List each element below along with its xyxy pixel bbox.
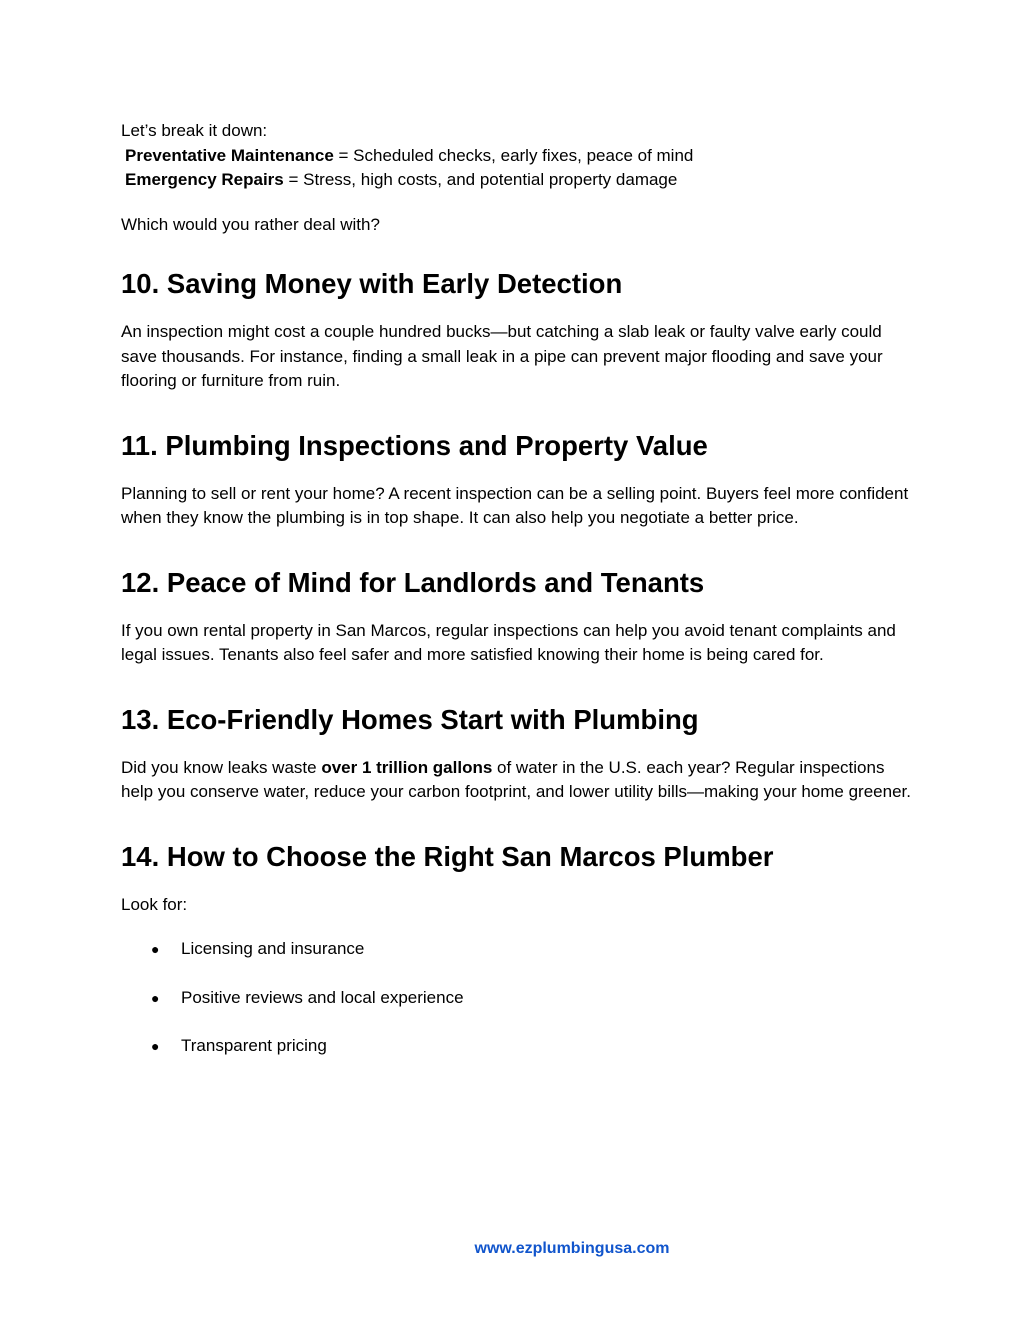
list-item-text: Transparent pricing bbox=[181, 1036, 327, 1055]
intro-lead: Let’s break it down: bbox=[121, 121, 268, 140]
criteria-list bbox=[121, 937, 911, 1059]
intro-text: = Stress, high costs, and potential property damage bbox=[283, 170, 678, 189]
bullet-icon: ● bbox=[151, 989, 160, 1006]
list-item bbox=[121, 1034, 911, 1059]
intro-text: = Scheduled checks, early fixes, peace of mind bbox=[333, 145, 694, 165]
body-text: of water in the U.S. each year? Regular inspections help you conserve water, reduce your carbon footprint, and lower utility bills—making your home greener. bbox=[121, 757, 911, 801]
section-14-body: Look for: bbox=[121, 894, 188, 914]
intro-item-preventative bbox=[121, 144, 911, 169]
body-text: Did you know leaks waste bbox=[121, 757, 322, 777]
list-item-text: Positive reviews and local experience bbox=[181, 987, 464, 1007]
list-item bbox=[121, 937, 911, 962]
intro-term: Preventative Maintenance bbox=[125, 145, 334, 165]
body-emphasis: over 1 trillion gallons bbox=[321, 757, 493, 777]
list-item bbox=[121, 986, 911, 1011]
section-14-heading: 14. How to Choose the Right San Marcos Plumber bbox=[121, 840, 774, 872]
section-12-body: If you own rental property in San Marcos, regular inspections can help you avoid tenant complaints and legal issues. Tenants also feel safer and more satisfied knowing their home is being cared for. bbox=[121, 620, 896, 664]
intro-term: Emergency Repairs bbox=[125, 170, 284, 189]
document-page bbox=[121, 119, 911, 1083]
section-13-heading: 13. Eco-Friendly Homes Start with Plumbing bbox=[121, 703, 699, 735]
section-10-body: An inspection might cost a couple hundred bucks—but catching a slab leak or faulty valve early could save thousands. For instance, finding a small leak in a pipe can prevent major flooding and save your flooring or furniture from ruin. bbox=[121, 322, 883, 390]
section-10-heading: 10. Saving Money with Early Detection bbox=[121, 268, 623, 299]
intro-question: Which would you rather deal with? bbox=[121, 214, 380, 234]
bullet-icon: ● bbox=[151, 1038, 160, 1054]
intro-item-emergency bbox=[121, 168, 911, 193]
section-11-heading: 11. Plumbing Inspections and Property Value bbox=[121, 429, 708, 461]
bullet-icon: ● bbox=[151, 941, 160, 957]
list-item-text: Licensing and insurance bbox=[181, 939, 365, 958]
section-11-body: Planning to sell or rent your home? A recent inspection can be a selling point. Buyers feel more confident when they know the plumbing is in top shape. It can also help you negotiate a better price. bbox=[121, 483, 909, 527]
section-13-body bbox=[121, 756, 911, 805]
website-link[interactable]: www.ezplumbingusa.com bbox=[474, 1240, 670, 1257]
section-12-heading: 12. Peace of Mind for Landlords and Tenants bbox=[121, 566, 705, 598]
